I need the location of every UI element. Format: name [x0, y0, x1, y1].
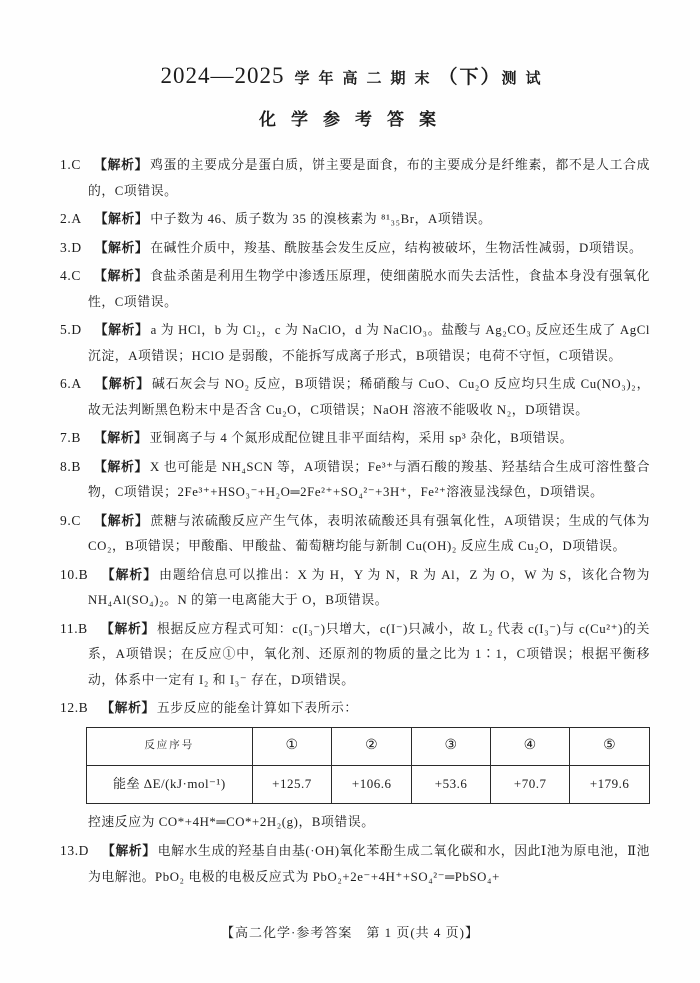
table-header-cell: ③ — [412, 727, 491, 765]
answer-item-13 — [60, 838, 650, 890]
analysis-text: 碱石灰会与 NO₂ 反应，B项错误；稀硝酸与 CuO、Cu₂O 反应均只生成 Cu(NO₃)₂，故无法判断黑色粉末中是否含 Cu₂O，C项错误；NaOH 溶液不能吸收 N₂，D项错误。 — [88, 377, 650, 417]
analysis-label: 【解析】 — [94, 212, 149, 226]
analysis-label: 【解析】 — [101, 567, 158, 582]
answer-item-8 — [60, 454, 650, 506]
analysis-text: 电解水生成的羟基自由基(·OH)氧化苯酚生成二氧化碳和水，因此Ⅰ池为原电池，Ⅱ池为电解池。PbO₂ 电极的电极反应式为 PbO₂+2e⁻+4H⁺+SO₄²⁻═PbSO₄+ — [88, 844, 650, 884]
analysis-label: 【解析】 — [93, 269, 149, 283]
answer-number: 1.C — [60, 157, 81, 172]
answer-list — [60, 152, 650, 890]
analysis-text: 由题给信息可以推出：X 为 H，Y 为 N，R 为 Al，Z 为 O，W 为 S，该化合物为 NH₄Al(SO₄)₂。N 的第一电离能大于 O，B项错误。 — [88, 567, 651, 607]
page-subtitle: 化学参考答案 — [259, 110, 451, 129]
answer-item-3 — [60, 235, 650, 262]
page-footer: 【高二化学·参考答案 第 1 页(共 4 页)】 — [221, 925, 479, 940]
answer-item-6 — [60, 371, 650, 423]
analysis-text: 根据反应方程式可知：c(I₃⁻)只增大，c(I⁻)只减小，故 L₂ 代表 c(I₃⁻)与 c(Cu²⁺)的关系，A项错误；在反应①中，氧化剂、还原剂的物质的量之比为 1∶1，C项错误；根据平衡移动，体系中一定有 I₂ 和 I₃⁻ 存在，D项错误。 — [88, 621, 650, 687]
answer-item-4 — [60, 263, 650, 315]
analysis-label: 【解析】 — [101, 701, 155, 715]
analysis-label: 【解析】 — [94, 377, 151, 391]
table-cell: +53.6 — [412, 765, 491, 803]
analysis-text: 亚铜离子与 4 个氮形成配位键且非平面结构，采用 sp³ 杂化，B项错误。 — [149, 431, 573, 445]
analysis-text: 在碱性介质中，羧基、酰胺基会发生反应，结构被破坏，生物活性减弱，D项错误。 — [150, 240, 643, 255]
answer-number: 13.D — [60, 843, 90, 858]
answer-item-5 — [60, 317, 650, 369]
table-cell: 能垒 ΔE/(kJ·mol⁻¹) — [87, 765, 253, 803]
analysis-text: 五步反应的能垒计算如下表所示： — [156, 701, 358, 715]
answer-number: 11.B — [60, 620, 88, 636]
answer-number: 6.A — [60, 376, 82, 391]
analysis-text: 鸡蛋的主要成分是蛋白质，饼主要是面食，布的主要成分是纤维素，都不是人工合成的，C项错误。 — [88, 158, 650, 198]
answer-item-11 — [60, 616, 650, 694]
answer-item-12 — [60, 695, 650, 835]
table-cell: +125.7 — [252, 765, 332, 803]
answer-item-7 — [60, 425, 650, 452]
answer-item-12-intro — [60, 695, 650, 722]
analysis-text: X 也可能是 NH₄SCN 等，A项错误；Fe³⁺与酒石酸的羧基、羟基结合生成可溶性螯合物，C项错误；2Fe³⁺+HSO₃⁻+H₂O═2Fe²⁺+SO₄²⁻+3H⁺，Fe²⁺溶液显浅绿色，D项错误。 — [88, 459, 650, 499]
answer-number: 5.D — [60, 322, 82, 337]
table-header-row — [87, 727, 650, 765]
analysis-label: 【解析】 — [94, 323, 149, 337]
title-mid: 学年高二期末 — [294, 71, 439, 87]
answer-number: 7.B — [60, 430, 81, 445]
answer-item-9 — [60, 508, 650, 560]
analysis-text: 食盐杀菌是利用生物学中渗透压原理，使细菌脱水而失去活性，食盐本身没有强氧化性，C项错误。 — [88, 269, 650, 309]
answer-number: 8.B — [60, 458, 81, 474]
answer-number: 4.C — [60, 268, 81, 283]
analysis-label: 【解析】 — [93, 431, 148, 445]
answer-item-2 — [60, 206, 650, 233]
table-cell: +70.7 — [491, 765, 570, 803]
analysis-text: 蔗糖与浓硫酸反应产生气体，表明浓硫酸还具有强氧化性，A项错误；生成的气体为 CO₂，B项错误；甲酸酯、甲酸盐、葡萄糖均能与新制 Cu(OH)₂ 反应生成 Cu₂O，D项错误。 — [88, 513, 650, 553]
analysis-text: a 为 HCl，b 为 Cl₂，c 为 NaClO，d 为 NaClO₃。盐酸与 Ag₂CO₃ 反应还生成了 AgCl 沉淀，A项错误；HClO 是弱酸，不能拆写成离子形式，B项错误；电荷不守恒，C项错误。 — [88, 323, 651, 363]
analysis-label: 【解析】 — [100, 621, 156, 636]
analysis-label: 【解析】 — [93, 513, 149, 528]
analysis-label: 【解析】 — [93, 459, 149, 474]
table-header-cell: ⑤ — [570, 727, 650, 765]
answer-item-10 — [60, 562, 650, 614]
table-header-cell: ② — [332, 727, 412, 765]
analysis-label: 【解析】 — [94, 240, 149, 255]
answer-number: 9.C — [60, 512, 81, 528]
analysis-text: 中子数为 46、质子数为 35 的溴核素为 ⁸¹₃₅Br，A项错误。 — [150, 212, 492, 226]
table-header-cell: ① — [252, 727, 332, 765]
title-tail: 测试 — [501, 71, 550, 87]
title-year: 2024—2025 — [160, 63, 285, 88]
answer-number: 12.B — [60, 700, 89, 715]
table-header-cell: ④ — [491, 727, 570, 765]
table-cell: +106.6 — [332, 765, 412, 803]
answer-item-1 — [60, 152, 650, 204]
page-title — [60, 62, 650, 89]
table-header-cell: 反应序号 — [87, 727, 253, 765]
answer-number: 10.B — [60, 566, 89, 582]
title-paren: （下） — [438, 67, 502, 88]
answer-number: 3.D — [60, 239, 82, 255]
analysis-label: 【解析】 — [93, 158, 149, 172]
analysis-label: 【解析】 — [102, 844, 156, 858]
table-value-row — [87, 765, 650, 803]
table-cell: +179.6 — [570, 765, 650, 803]
rate-determining-step-text: 控速反应为 CO*+4H*═CO*+2H₂(g)，B项错误。 — [88, 814, 375, 829]
answer-number: 2.A — [60, 211, 82, 226]
energy-barrier-table — [86, 727, 650, 804]
